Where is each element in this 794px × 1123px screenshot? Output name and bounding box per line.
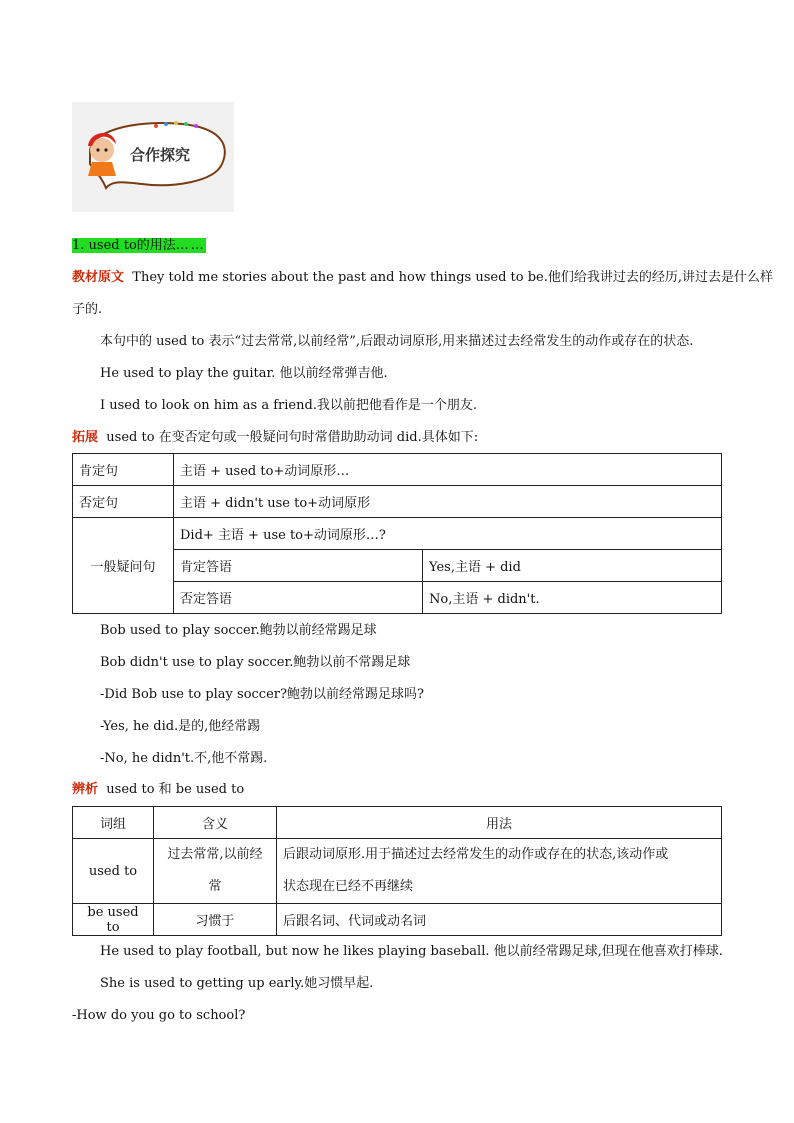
meaning-line-2: 常 [208,879,222,894]
table-cell: 肯定答语 [174,550,423,582]
section-title [72,237,206,255]
example-5: -Did Bob use to play soccer?鲍勃以前经常踢足球吗? [100,687,424,702]
table-cell: be used to [73,904,154,936]
table-cell: No,主语 + didn't. [423,582,722,614]
example-8: He used to play football, but now he likes playing baseball. 他以前经常踢足球,但现在他喜欢打棒球. [100,944,723,959]
section-title-en: 1. used to [72,238,137,253]
original-sentence: They told me stories about the past and how things used to be.他们给我讲过去的经历,讲过去是什么样 [132,270,773,285]
table-cell: 主语 + used to+动词原形… [174,454,722,486]
example-7: -No, he didn't.不,他不常踢. [100,751,268,766]
usage-line-1: 后跟动词原形.用于描述过去经常发生的动作或存在的状态,该动作或 [283,847,669,862]
example-2: I used to look on him as a friend.我以前把他看作是一个朋友. [100,398,478,413]
extension-label: 拓展 [72,430,99,445]
example-1: He used to play the guitar. 他以前经常弹吉他. [100,366,388,381]
comparison-table [72,806,722,936]
logo-label: 合作探究 [130,146,191,164]
meaning-line-1: 过去常常,以前经 [167,847,263,862]
usage-line-2: 状态现在已经不再继续 [283,879,414,894]
section-title-zh: 的用法 [136,238,176,253]
speech-bubble-icon [72,102,234,212]
table-cell [277,839,722,904]
table-cell: 后跟名词、代词或动名词 [277,904,722,936]
table-cell: 否定答语 [174,582,423,614]
section-title-dots: …… [175,238,206,253]
table-row [73,839,722,904]
table-row [73,904,722,936]
table-cell: 习惯于 [154,904,277,936]
analysis-text: used to 和 be used to [106,782,245,797]
extension [72,429,478,447]
original-label: 教材原文 [72,270,125,285]
forms-table [72,453,722,614]
example-3: Bob used to play soccer.鲍勃以前经常踢足球 [100,623,377,638]
table-row [73,486,722,518]
table-cell: Did+ 主语 + use to+动词原形…? [174,518,722,550]
extension-text: used to 在变否定句或一般疑问句时常借助助动词 did.具体如下: [106,430,479,445]
example-10: -How do you go to school? [72,1008,246,1023]
table-header: 词组 [73,807,154,839]
table-cell: Yes,主语 + did [423,550,722,582]
original-text-cont: 子的. [72,302,103,317]
section-logo [72,102,234,212]
table-row [73,518,722,550]
original-text [72,269,773,287]
table-row [73,807,722,839]
table-cell: used to [73,839,154,904]
analysis [72,781,244,799]
explanation: 本句中的 used to 表示“过去常常,以前经常”,后跟动词原形,用来描述过去经常发生的动作或存在的状态. [100,334,694,349]
example-9: She is used to getting up early.她习惯早起. [100,976,374,991]
table-header: 含义 [154,807,277,839]
example-6: -Yes, he did.是的,他经常踢 [100,719,261,734]
table-row [73,454,722,486]
table-cell [154,839,277,904]
table-cell: 肯定句 [73,454,174,486]
table-cell: 一般疑问句 [73,518,174,614]
table-cell: 主语 + didn't use to+动词原形 [174,486,722,518]
table-header: 用法 [277,807,722,839]
table-cell: 否定句 [73,486,174,518]
example-4: Bob didn't use to play soccer.鲍勃以前不常踢足球 [100,655,411,670]
analysis-label: 辨析 [72,782,99,797]
